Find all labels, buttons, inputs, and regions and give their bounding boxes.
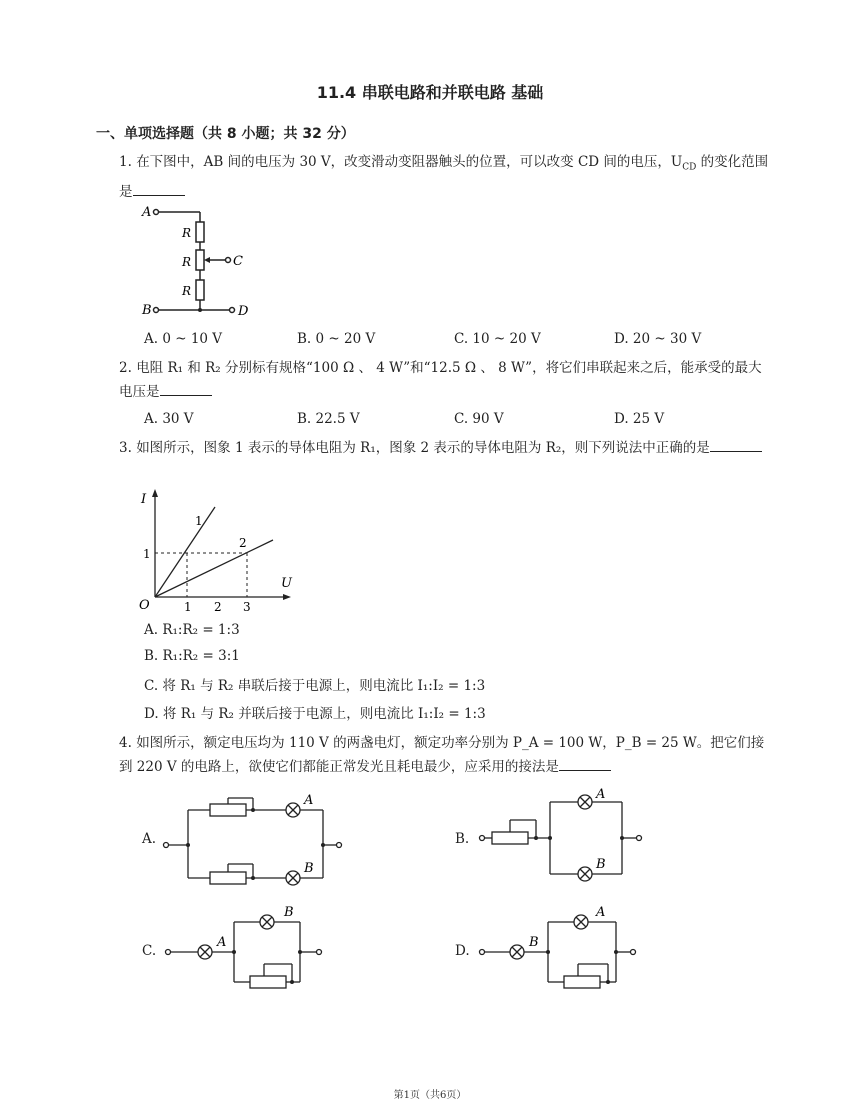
q4-option-d[interactable]: D. xyxy=(455,943,470,959)
circuit-b xyxy=(474,788,664,888)
question-number: 2. xyxy=(119,360,132,376)
x-tick-3: 3 xyxy=(243,600,251,614)
label-b: B xyxy=(142,303,152,318)
question-text: 如图所示，额定电压均为 110 V 的两盏电灯，额定功率分别为 P_A = 100 W，P_B = 25 W。把它们接到 220 V 的电路上，欲使它们都能正常发光且耗电最少，应采用的接法是 xyxy=(119,735,765,775)
label-r2: R xyxy=(182,255,192,269)
q1-option-d[interactable]: D. 20 ~ 30 V xyxy=(614,331,702,347)
q4-option-c[interactable]: C. xyxy=(142,943,157,959)
question-number: 3. xyxy=(119,440,132,456)
label-r3: R xyxy=(182,284,192,298)
label-c: C xyxy=(233,254,243,269)
question-text: 在下图中，AB 间的电压为 30 V，改变滑动变阻器触头的位置，可以改变 CD 间的电压，U xyxy=(136,154,683,170)
page-footer: 第1页（共6页） xyxy=(393,1090,467,1101)
lamp-a-label: A xyxy=(304,793,314,808)
voltage-divider-figure xyxy=(140,200,260,320)
question-text: 如图所示，图象 1 表示的导体电阻为 R₁，图象 2 表示的导体电阻为 R₂，则下列说法中正确的是 xyxy=(136,440,710,456)
lamp-a-label: A xyxy=(217,935,227,950)
q2-option-c[interactable]: C. 90 V xyxy=(454,411,504,427)
q1-option-b[interactable]: B. 0 ~ 20 V xyxy=(297,331,376,347)
q2-option-d[interactable]: D. 25 V xyxy=(614,411,665,427)
line-1-label: 1 xyxy=(195,514,203,528)
circuit-a xyxy=(158,788,358,888)
q3-option-a[interactable]: A. R₁:R₂ = 1:3 xyxy=(144,622,240,638)
q1-option-c[interactable]: C. 10 ~ 20 V xyxy=(454,331,541,347)
origin-label: O xyxy=(139,598,150,613)
question-text-cont: 的变化范围是 xyxy=(119,154,769,200)
circuit-c xyxy=(160,902,350,997)
q2-option-b[interactable]: B. 22.5 V xyxy=(297,411,360,427)
q1-option-a[interactable]: A. 0 ~ 10 V xyxy=(144,331,223,347)
y-tick-1: 1 xyxy=(143,547,151,561)
label-r1: R xyxy=(182,226,192,240)
subscript: CD xyxy=(682,162,697,173)
answer-blank xyxy=(160,381,212,396)
question-2-stem xyxy=(119,356,769,404)
label-a: A xyxy=(142,205,152,220)
answer-blank xyxy=(559,756,611,771)
line-1 xyxy=(155,507,215,597)
label-d: D xyxy=(238,304,249,319)
iu-graph xyxy=(135,485,300,617)
x-axis-label: U xyxy=(281,576,292,591)
q4-option-b[interactable]: B. xyxy=(455,831,470,847)
lamp-b-label: B xyxy=(596,857,606,872)
answer-blank xyxy=(133,181,185,196)
question-number: 1. xyxy=(119,154,132,170)
circuit-d xyxy=(474,902,664,997)
q3-option-c[interactable]: C. 将 R₁ 与 R₂ 串联后接于电源上，则电流比 I₁:I₂ = 1:3 xyxy=(144,678,486,694)
lamp-b-label: B xyxy=(304,861,314,876)
question-text: 电阻 R₁ 和 R₂ 分别标有规格“100 Ω 、 4 W”和“12.5 Ω 、 8 W”，将它们串联起来之后，能承受的最大电压是 xyxy=(119,360,762,400)
question-4-stem xyxy=(119,731,769,779)
question-number: 4. xyxy=(119,735,132,751)
question-3-stem xyxy=(119,436,769,460)
line-2-label: 2 xyxy=(239,536,247,550)
lamp-a-label: A xyxy=(596,905,606,920)
lamp-a-label: A xyxy=(596,788,606,802)
page-title: 11.4 串联电路和并联电路 基础 xyxy=(316,83,544,102)
x-tick-1: 1 xyxy=(184,600,192,614)
section-heading: 一、单项选择题（共 8 小题；共 32 分） xyxy=(96,126,355,142)
q4-option-a[interactable]: A. xyxy=(142,831,157,847)
line-2 xyxy=(155,540,273,597)
lamp-b-label: B xyxy=(529,935,539,950)
y-axis-label: I xyxy=(141,492,147,507)
q2-option-a[interactable]: A. 30 V xyxy=(144,411,194,427)
q3-option-d[interactable]: D. 将 R₁ 与 R₂ 并联后接于电源上，则电流比 I₁:I₂ = 1:3 xyxy=(144,706,486,722)
x-tick-2: 2 xyxy=(214,600,222,614)
question-1-stem xyxy=(119,150,769,204)
answer-blank xyxy=(710,437,762,452)
q3-option-b[interactable]: B. R₁:R₂ = 3:1 xyxy=(144,648,240,664)
lamp-b-label: B xyxy=(284,905,294,920)
